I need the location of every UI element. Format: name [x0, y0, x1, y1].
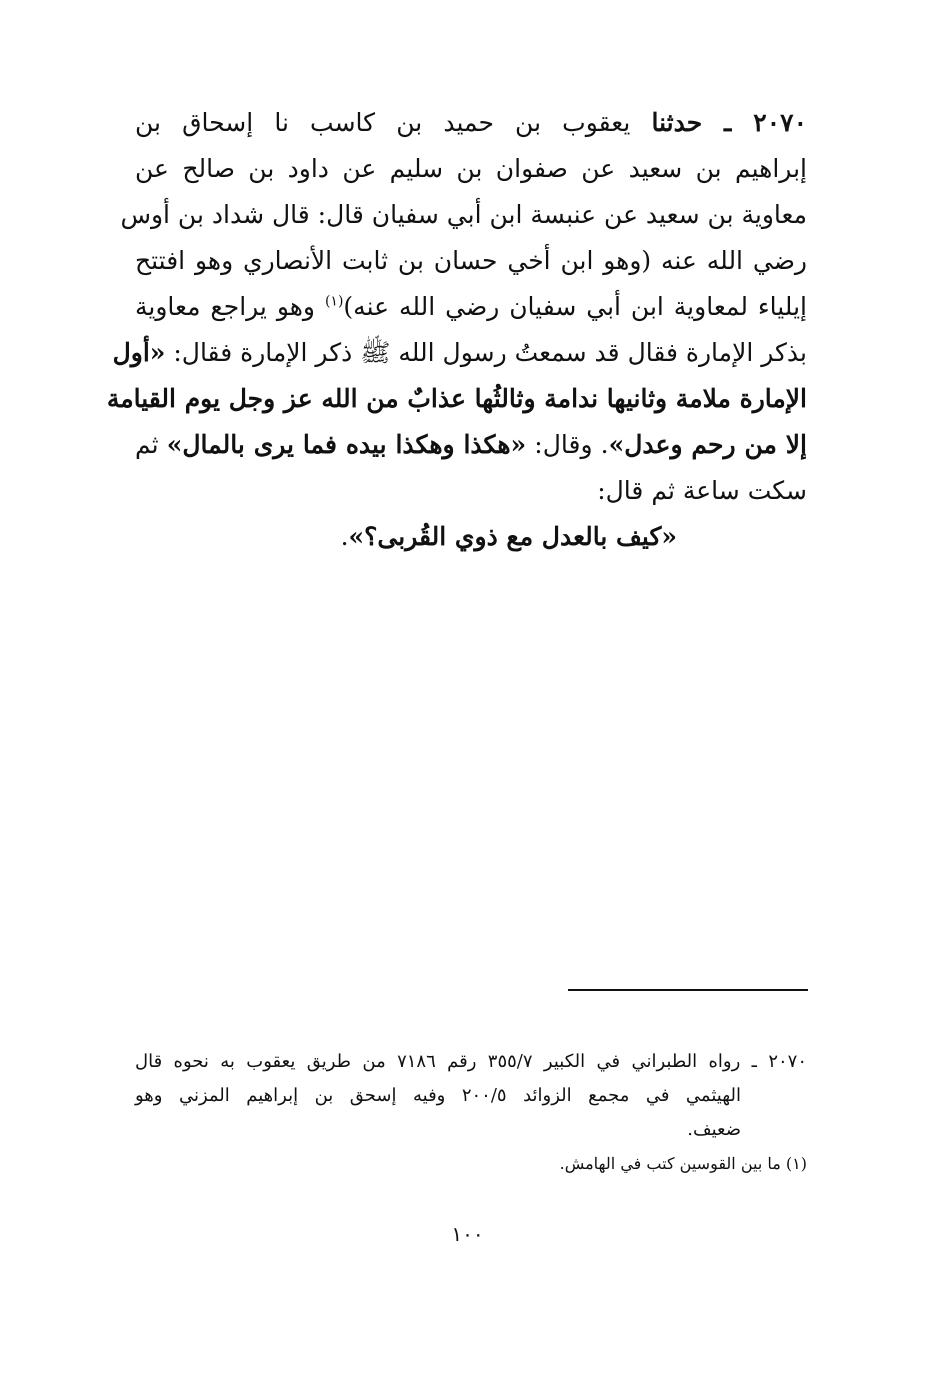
hadith-closing-quote: «كيف بالعدل مع ذوي القُربى؟» [348, 522, 677, 551]
hadith-line-6 [112, 330, 807, 376]
hadith-line-4: رضي الله عنه (وهو ابن أخي حسان بن ثابت الأنصاري وهو افتتح [135, 246, 807, 275]
hadith-line-7: الإمارة ملامة وثانيها ندامة وثالثُها عذابٌ من الله عز وجل يوم القيامة [106, 384, 807, 413]
hadith-line-8-quote-end: إلا من رحم وعدل» [608, 430, 807, 459]
hadith-line-8 [135, 422, 807, 468]
hadith-line-2: إبراهيم بن سعيد عن صفوان بن سليم عن داود بن صالح عن [135, 154, 807, 183]
hadith-line-5 [135, 284, 807, 330]
hadith-line-8-text-after: ثم [135, 430, 167, 459]
takhrij-line-3: ضعيف. [687, 1119, 741, 1140]
footnote-marker: (١) [324, 293, 344, 310]
takhrij-line-1: ٢٠٧٠ ـ رواه الطبراني في الكبير ٣٥٥/٧ رقم ٧١٨٦ من طريق يعقوب به نحوه قال [135, 1051, 807, 1072]
hadith-line-8-quote: «هكذا وهكذا بيده فما يرى بالمال» [166, 430, 527, 459]
hadith-line-1: ٢٠٧٠ ـ حدثنا يعقوب بن حميد بن كاسب نا إسحاق بن [135, 108, 808, 137]
hadith-line-1-text: يعقوب بن حميد بن كاسب نا إسحاق بن [135, 108, 631, 137]
hadith-number: ٢٠٧٠ [753, 108, 808, 137]
hadith-line-6-text: بذكر الإمارة فقال قد سمعتُ رسول الله ﷺ ذكر الإمارة فقال: [165, 338, 807, 367]
hadith-line-5-text-before: إيلياء لمعاوية ابن أبي سفيان رضي الله عنه) [343, 292, 807, 321]
hadith-line-9: سكت ساعة ثم قال: [597, 476, 807, 505]
hadith-label: حدثنا [651, 108, 703, 137]
hadith-line-10 [135, 514, 807, 560]
takhrij-line-2: الهيثمي في مجمع الزوائد ٢٠٠/٥ وفيه إسحق بن إبراهيم المزني وهو [135, 1085, 741, 1106]
hadith-line-8-mid: . وقال: [526, 430, 609, 459]
footnote-divider [568, 989, 808, 991]
hadith-closing-period: . [340, 522, 349, 551]
hadith-text [106, 100, 808, 560]
footnotes [135, 1045, 807, 1181]
hadith-line-3: معاوية بن سعيد عن عنبسة ابن أبي سفيان قال: قال شداد بن أوس [120, 200, 807, 229]
page-number: ١٠٠ [451, 1222, 484, 1246]
hadith-line-6-quote-start: «أول [112, 338, 166, 367]
hadith-line-5-text-after: وهو يراجع معاوية [135, 292, 325, 321]
footnote-note: (١) ما بين القوسين كتب في الهامش. [559, 1154, 807, 1173]
